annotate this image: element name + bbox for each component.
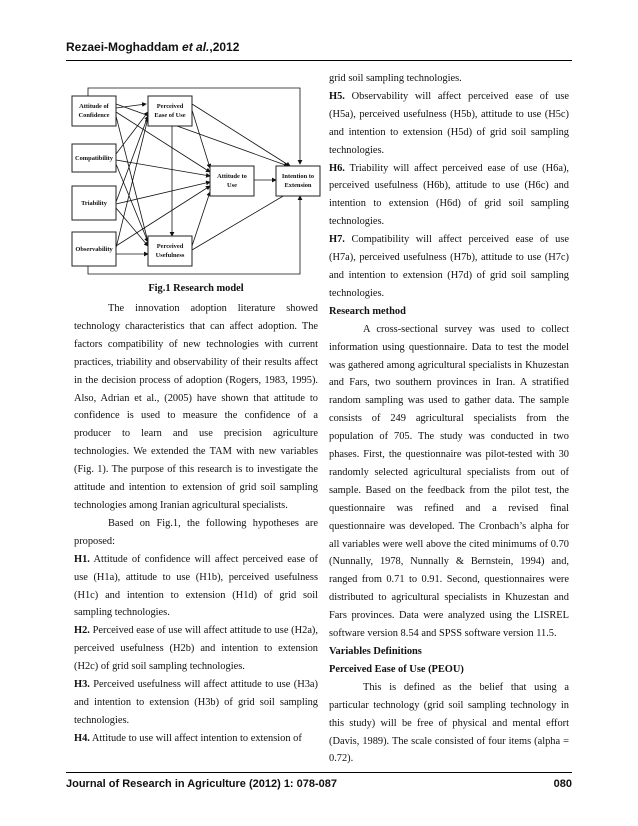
box-observability: [72, 232, 116, 266]
box-peou-line1: Perceived: [156, 103, 184, 110]
h2-label: H2.: [74, 625, 90, 637]
h6-label: H6.: [329, 162, 345, 174]
running-head-etal: et al.: [182, 40, 210, 54]
running-head: [66, 40, 239, 54]
paragraph-research-method: A cross-sectional survey was used to collect information using questionnaire. Data to test the model was gathered among agricultural specialists in Khuzestan and Fars, two southern provinces in Iran. A stratified random sampling was used to gather data. The sample consists of 249 agricultural specialists from the population of 705. The study was conducted in two phases. First, the questionnaire was pilot-tested with 30 randomly selected agricultural specialists from out of sample. Based on the feedback from the pilot test, the questionnaire was refined and a revised final questionnaire was developed. The Cronbach’s alpha for all variables were well above the cited minimums of 0.70 (Nunnally, 1978, Nunnally & Bernstein, 1994) and, ranged from 0.71 to 0.91. Second, questionnaires were distributed to agricultural specialists in Khuzestan and Fars provinces. Data were analyzed using the LISREL software version 8.54 and SPSS software version 11.5.: [329, 323, 569, 640]
box-intention-line2: Extension: [284, 182, 312, 189]
box-intention-to-extension: [276, 166, 320, 196]
paragraph-peou: This is defined as the belief that using a particular technology (grid soil sampling technology in this study) will be free of physical and mental effort (Davis, 1989). The scale consisted of four items (alpha = 0.72).: [329, 681, 569, 765]
footer-rule: [66, 772, 572, 773]
footer: [66, 778, 572, 790]
paragraph-hypotheses-intro: Based on Fig.1, the following hypotheses are proposed:: [74, 517, 318, 547]
box-attitude-use-line1: Attitude to: [217, 173, 247, 180]
h7-text: Compatibility will affect perceived ease of use (H7a), perceived usefulness (H7b), attitude to use (H7c) and intention to extension (H7d) of grid soil sampling technologies.: [329, 234, 569, 299]
running-head-author: Rezaei-Moghaddam: [66, 40, 183, 54]
figure-caption: Fig.1 Research model: [148, 283, 244, 294]
research-model-diagram: [68, 82, 324, 278]
paragraph-innovation: The innovation adoption literature showed technology characteristics that can affect adoption. The factors compatibility of new technologies with current practices, triability and observability of their results affect in the decision process of adoption (Rogers, 1983, 1995). Also, Adrian et al., (2005) have shown that attitude to confidence is used to measure the confidence of a producer to learn and use precision agriculture technologies. We extended the TAM with new variables (Fig. 1). The purpose of this research is to investigate the attitude and intention to extension of grid soil sampling technologies among Iranian agricultural specialists.: [74, 303, 318, 511]
header-rule: [66, 60, 572, 61]
right-column: [329, 70, 569, 768]
hypothesis-h7: [329, 231, 569, 303]
box-perceived-usefulness: [148, 236, 192, 266]
h2-text: Perceived ease of use will affect attitude to use (H2a), perceived usefulness (H2b) and intention to extension (H2c) of grid soil sampling technologies.: [74, 625, 318, 673]
box-attitude-confidence-line1: Attitude of: [79, 103, 109, 110]
hypothesis-h2: [74, 622, 318, 676]
box-pu-line2: Usefulness: [155, 252, 185, 259]
hypothesis-h4: [74, 730, 318, 748]
h4-label: H4.: [74, 732, 90, 744]
box-pu-line1: Perceived: [156, 243, 184, 250]
running-head-year: ,2012: [209, 40, 240, 54]
h3-text: Perceived usefulness will affect attitude to use (H3a) and intention to extension (H3b) of grid soil sampling technologies.: [74, 679, 318, 726]
box-triability: [72, 186, 116, 220]
box-compatibility-line1: Compatibility: [75, 155, 113, 162]
h6-text: Triability will affect perceived ease of use (H6a), perceived usefulness (H6b), attitude to use (H6c) and intention to extension (H6d) of grid soil sampling technologies.: [329, 162, 569, 228]
h5-label: H5.: [329, 90, 345, 102]
heading-research-method: Research method: [329, 305, 406, 317]
left-column: [74, 300, 318, 748]
h1-label: H1.: [74, 553, 90, 565]
h4-continuation: grid soil sampling technologies.: [329, 73, 462, 84]
heading-variables-definitions: Variables Definitions: [329, 646, 422, 657]
box-observability-line1: Observability: [75, 246, 113, 253]
model-arrows: [88, 88, 300, 274]
hypothesis-h1: [74, 551, 318, 623]
box-attitude-confidence-line2: Confidence: [78, 112, 110, 119]
box-attitude-confidence: [72, 96, 116, 126]
box-triability-line1: Triability: [81, 200, 107, 207]
h1-text: Attitude of confidence will affect perceived ease of use (H1a), attitude to use (H1b), perceived usefulness (H1c) and intention to extension (H1d) of grid soil sampling technologies.: [74, 553, 318, 619]
box-peou-line2: Ease of Use: [154, 112, 186, 119]
box-attitude-use-line2: Use: [227, 182, 237, 189]
box-compatibility: [72, 144, 116, 172]
h3-label: H3.: [74, 679, 90, 691]
h4-text: Attitude to use will affect intention to extension of: [89, 732, 302, 744]
footer-page-number: 080: [553, 778, 572, 790]
box-intention-line1: Intention to: [281, 173, 315, 180]
footer-journal: Journal of Research in Agriculture (2012) 1: 078-087: [66, 778, 338, 790]
hypothesis-h3: [74, 676, 318, 730]
hypothesis-h5: [329, 88, 569, 160]
box-attitude-to-use: [210, 166, 254, 196]
h7-label: H7.: [329, 234, 345, 246]
h5-text: Observability will affect perceived ease of use (H5a), perceived usefulness (H5b), attitude to use (H5c) and intention to extension (H5d) of grid soil sampling technologies.: [329, 90, 569, 156]
hypothesis-h6: [329, 160, 569, 232]
box-perceived-ease-of-use: [148, 96, 192, 126]
research-model-figure: [68, 82, 324, 278]
heading-peou: Perceived Ease of Use (PEOU): [329, 663, 464, 675]
